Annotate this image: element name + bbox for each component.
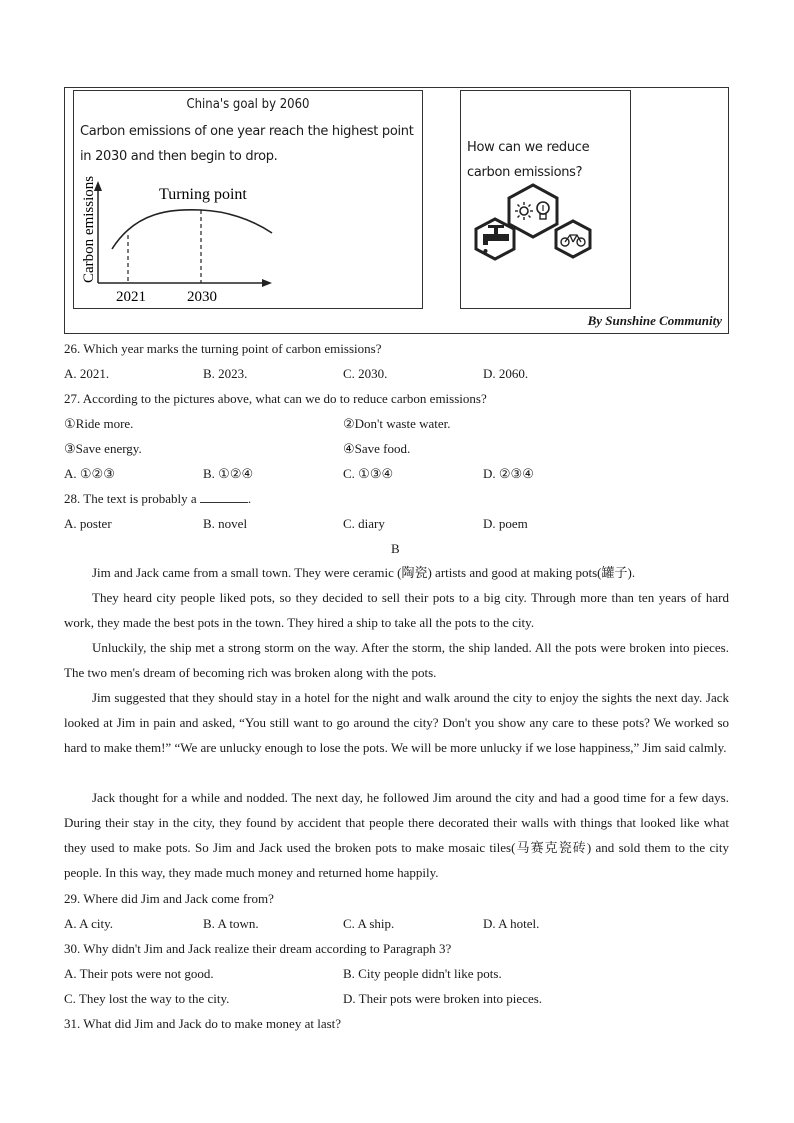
q27-item-3: ③Save energy. [64, 441, 142, 456]
question-28-end: . [247, 491, 252, 506]
poster-right-panel [460, 90, 631, 309]
paragraph-2-text: They heard city people liked pots, so they decided to sell their pots to a big city. Through more than ten years of hard work, they made the best pots in the town. They hired a ship to take all the pots to the city. [64, 590, 729, 630]
paragraph-1-text: Jim and Jack came from a small town. They were ceramic (陶瓷) artists and good at making pots(罐子). [92, 565, 636, 580]
q28-option-c: C. diary [343, 516, 385, 531]
icon-cluster [469, 181, 599, 261]
paragraph-1 [64, 560, 729, 585]
q26-option-c: C. 2030. [343, 366, 388, 381]
q27-option-b: B. ①②④ [203, 466, 254, 481]
emissions-curve [112, 210, 272, 249]
q30-option-d: D. Their pots were broken into pieces. [343, 991, 543, 1006]
question-26: 26. Which year marks the turning point of carbon emissions? [64, 341, 382, 356]
q26-option-d: D. 2060. [483, 366, 529, 381]
q29-option-a: A. A city. [64, 916, 113, 931]
poster [64, 87, 729, 334]
paragraph-4 [64, 685, 729, 760]
q28-option-d: D. poem [483, 516, 528, 531]
q30-option-a: A. Their pots were not good. [64, 966, 214, 981]
q27-item-1: ①Ride more. [64, 416, 134, 431]
x-tick-2030: 2030 [187, 289, 217, 305]
turning-point-label: Turning point [159, 186, 247, 203]
paragraph-5 [64, 785, 729, 885]
paragraph-2 [64, 585, 729, 635]
question-30: 30. Why didn't Jim and Jack realize their dream according to Paragraph 3? [64, 941, 452, 956]
answer-blank [200, 491, 248, 503]
q27-option-d: D. ②③④ [483, 466, 534, 481]
q28-option-a: A. poster [64, 516, 112, 531]
q27-option-a: A. ①②③ [64, 466, 115, 481]
q27-item-4: ④Save food. [343, 441, 411, 456]
x-tick-2021: 2021 [116, 289, 146, 305]
poster-right-text: How can we reduce carbon emissions? [467, 140, 590, 180]
q26-option-b: B. 2023. [203, 366, 248, 381]
q29-option-b: B. A town. [203, 916, 259, 931]
q30-option-b: B. City people didn't like pots. [343, 966, 502, 981]
q30-option-c: C. They lost the way to the city. [64, 991, 230, 1006]
question-27: 27. According to the pictures above, what can we do to reduce carbon emissions? [64, 391, 487, 406]
emissions-chart [76, 171, 276, 307]
paragraph-5-text: Jack thought for a while and nodded. The next day, he followed Jim around the city and had a good time for a few days. During their stay in the city, they found by accident that people there decorated their walls with things that looked like what they used to make pots. So Jim and Jack used the broken pots to make mosaic tiles(马赛克瓷砖) and sold them to the city people. In this way, they made much money and returned home happily. [64, 790, 729, 880]
y-axis-label: Carbon emissions [81, 175, 97, 283]
bicycle-hexagon [556, 221, 590, 257]
poster-left-title: China's goal by 2060 [186, 97, 310, 112]
question-31: 31. What did Jim and Jack do to make money at last? [64, 1016, 342, 1031]
q28-option-b: B. novel [203, 516, 248, 531]
section-b-heading: B [391, 541, 400, 556]
x-axis-arrow [262, 279, 272, 287]
paragraph-3 [64, 635, 729, 685]
q29-option-c: C. A ship. [343, 916, 395, 931]
poster-left-panel [73, 90, 423, 309]
q29-option-d: D. A hotel. [483, 916, 540, 931]
q27-item-2: ②Don't waste water. [343, 416, 451, 431]
q26-option-a: A. 2021. [64, 366, 110, 381]
question-29: 29. Where did Jim and Jack come from? [64, 891, 274, 906]
energy-hexagon [509, 185, 557, 237]
q27-option-c: C. ①③④ [343, 466, 394, 481]
paragraph-4-text: Jim suggested that they should stay in a hotel for the night and walk around the city to enjoy the sights the next day. Jack looked at Jim in pain and asked, “You still want to go around the city? Don't you show any care to these pots? We worked so hard to make them!” “We are unlucky enough to lose the pots. We will be more unlucky if we lose happiness,” Jim said calmly. [64, 690, 729, 755]
poster-left-text: Carbon emissions of one year reach the highest point in 2030 and then begin to drop. [80, 124, 414, 164]
poster-byline: By Sunshine Community [587, 313, 722, 328]
question-28 [64, 491, 251, 507]
question-28-text: 28. The text is probably a [64, 491, 197, 506]
paragraph-3-text: Unluckily, the ship met a strong storm on the way. After the storm, the ship landed. All the pots were broken into pieces. The two men's dream of becoming rich was broken along with the pots. [64, 640, 729, 680]
